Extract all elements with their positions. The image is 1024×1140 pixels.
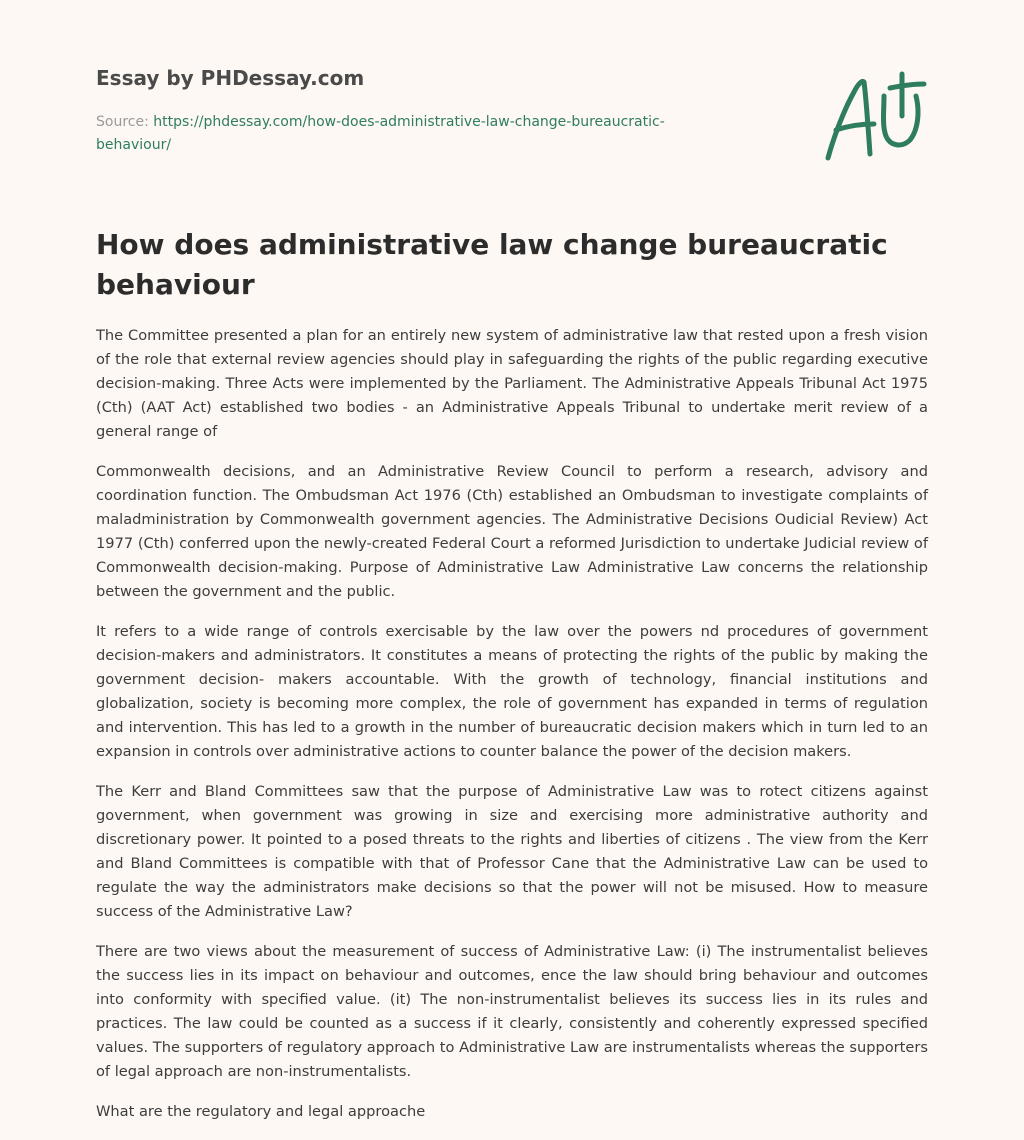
essay-paragraph: It refers to a wide range of controls exercisable by the law over the powers nd procedures of government decision-makers and administrators. It constitutes a means of protecting the rights of the public by making the government decision- makers accountable. With the growth of technology, financial institutions and globalization, society is becoming more complex, the role of government has expanded in terms of regulation and intervention. This has led to a growth in the number of bureaucratic decision makers which in turn led to an expansion in controls over administrative actions to counter balance the power of the decision makers. (96, 623, 928, 760)
source-url-line1: https://phdessay.com/how-does-administrative-law-change-bureaucratic- (153, 114, 665, 130)
source-line (96, 111, 716, 157)
essay-title: How does administrative law change bureaucratic behaviour (96, 228, 888, 301)
source-link[interactable] (96, 114, 665, 153)
a-plus-logo-icon (820, 66, 930, 166)
source-url-line2: behaviour/ (96, 137, 172, 153)
site-title: Essay by PHDessay.com (96, 66, 365, 90)
site-header (96, 64, 736, 157)
essay-paragraph: What are the regulatory and legal approache (96, 1103, 426, 1120)
source-label: Source: (96, 114, 149, 130)
essay-paragraph: Commonwealth decisions, and an Administrative Review Council to perform a research, advisory and coordination function. The Ombudsman Act 1976 (Cth) established an Ombudsman to investigate complaints of maladministration by Commonwealth government agencies. The Administrative Decisions Oudicial Review) Act 1977 (Cth) conferred upon the newly-created Federal Court a reformed Jurisdiction to undertake Judicial review of Commonwealth decision-making. Purpose of Administrative Law Administrative Law concerns the relationship between the government and the public. (96, 463, 928, 600)
essay-body (96, 324, 928, 1140)
essay-paragraph: The Kerr and Bland Committees saw that the purpose of Administrative Law was to rotect citizens against government, when government was growing in size and exercising more administrative authority and discretionary power. It pointed to a posed threats to the rights and liberties of citizens . The view from the Kerr and Bland Committees is compatible with that of Professor Cane that the Administrative Law can be used to regulate the way the administrators make decisions so that the power will not be misused. How to measure success of the Administrative Law? (96, 783, 928, 920)
essay-paragraph: The Committee presented a plan for an entirely new system of administrative law that rested upon a fresh vision of the role that external review agencies should play in safeguarding the rights of the public regarding executive decision-making. Three Acts were implemented by the Parliament. The Administrative Appeals Tribunal Act 1975 (Cth) (AAT Act) established two bodies - an Administrative Appeals Tribunal to undertake merit review of a general range of (96, 327, 928, 440)
essay-paragraph: There are two views about the measurement of success of Administrative Law: (i) The instrumentalist believes the success lies in its impact on behaviour and outcomes, ence the law should bring behaviour and outcomes into conformity with specified value. (it) The non-instrumentalist believes its success lies in its rules and practices. The law could be counted as a success if it clearly, consistently and coherently expressed specified values. The supporters of regulatory approach to Administrative Law are instrumentalists whereas the supporters of legal approach are non-instrumentalists. (96, 943, 928, 1080)
